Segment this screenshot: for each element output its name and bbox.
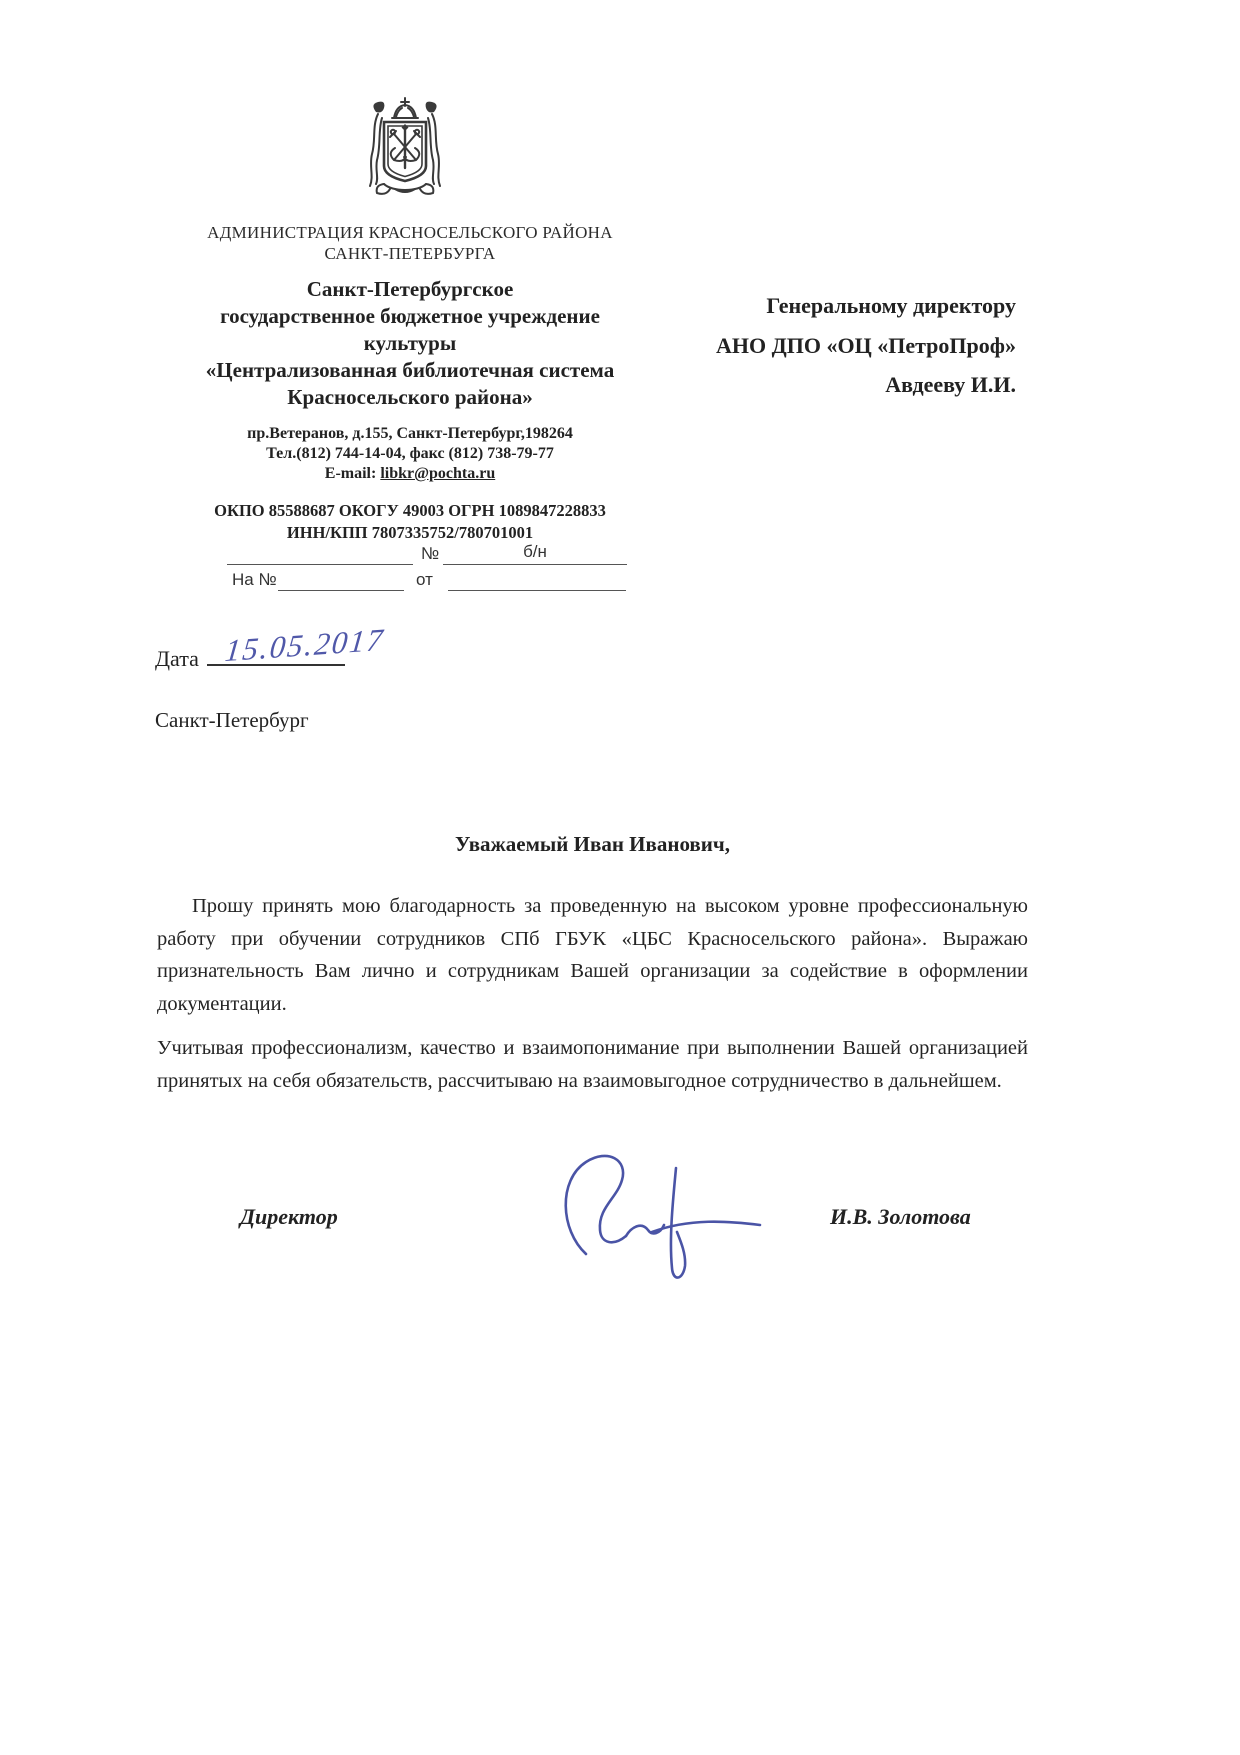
postal-address: пр.Ветеранов, д.155, Санкт-Петербург,198264 (247, 425, 573, 442)
administration-line: АДМИНИСТРАЦИЯ КРАСНОСЕЛЬСКОГО РАЙОНА (207, 223, 613, 242)
ref-from-label: от (416, 570, 433, 589)
signer-name: И.В. Золотова (830, 1204, 971, 1229)
ref-date-blank-line (448, 568, 626, 591)
ref-blank-line (278, 568, 404, 591)
salutation: Уважаемый Иван Иванович, (455, 832, 730, 856)
okpo-ogrn-line: ОКПО 85588687 ОКОГУ 49003 ОГРН 1089847228833 (214, 501, 606, 520)
contact-block (130, 424, 690, 484)
date-row (155, 621, 655, 672)
body-paragraph-1: Прошу принять мою благодарность за проведенную на высоком уровне профессиональную работу при обучении сотрудников СПб ГБУК «ЦБС Красносельского района». Выражаю признательность Вам лично и сотрудникам Вашей организации за содействие в оформлении документации. (157, 895, 1028, 1015)
city-line: Санкт-Петербург (155, 708, 309, 732)
administration-line: САНКТ-ПЕТЕРБУРГА (324, 244, 496, 263)
body-paragraph-2: Учитывая профессионализм, качество и взаимопонимание при выполнении Вашей организацией принятых на себя обязательств, рассчитываю на взаимовыгодное сотрудничество в дальнейшем. (157, 1037, 1028, 1092)
organization-name (130, 276, 690, 411)
outgoing-number-row (227, 542, 647, 570)
signer-title: Директор (240, 1204, 338, 1229)
recipient-position: Генеральному директору (766, 293, 1016, 318)
recipient-block (700, 286, 1016, 405)
handwritten-signature-icon (552, 1142, 792, 1292)
inn-kpp-line: ИНН/КПП 7807335752/780701001 (286, 523, 534, 542)
org-name-line: Санкт-Петербургское (306, 277, 514, 301)
number-blank-line (227, 542, 413, 565)
recipient-name: Авдееву И.И. (885, 372, 1016, 397)
recipient-organization: АНО ДПО «ОЦ «ПетроПроф» (716, 332, 1016, 358)
handwritten-date: 15.05.2017 (223, 621, 387, 669)
spb-coat-of-arms-icon (346, 94, 464, 214)
date-label: Дата (155, 646, 199, 671)
email-label: E-mail: (324, 465, 377, 482)
email-address: libkr@pochta.ru (380, 465, 496, 482)
number-value: б/н (443, 542, 627, 565)
org-name-line: Красносельского района» (287, 385, 533, 409)
org-name-line: культуры (363, 331, 457, 355)
org-name-line: государственное бюджетное учреждение (220, 304, 600, 328)
administration-header (130, 222, 690, 264)
registration-codes (130, 500, 690, 544)
number-sign: № (421, 544, 440, 563)
org-name-line: «Централизованная библиотечная система (205, 358, 615, 382)
phone-fax: Тел.(812) 744-14-04, факс (812) 738-79-77 (266, 445, 554, 462)
email-line (130, 464, 690, 484)
ref-label: На № (232, 570, 277, 589)
